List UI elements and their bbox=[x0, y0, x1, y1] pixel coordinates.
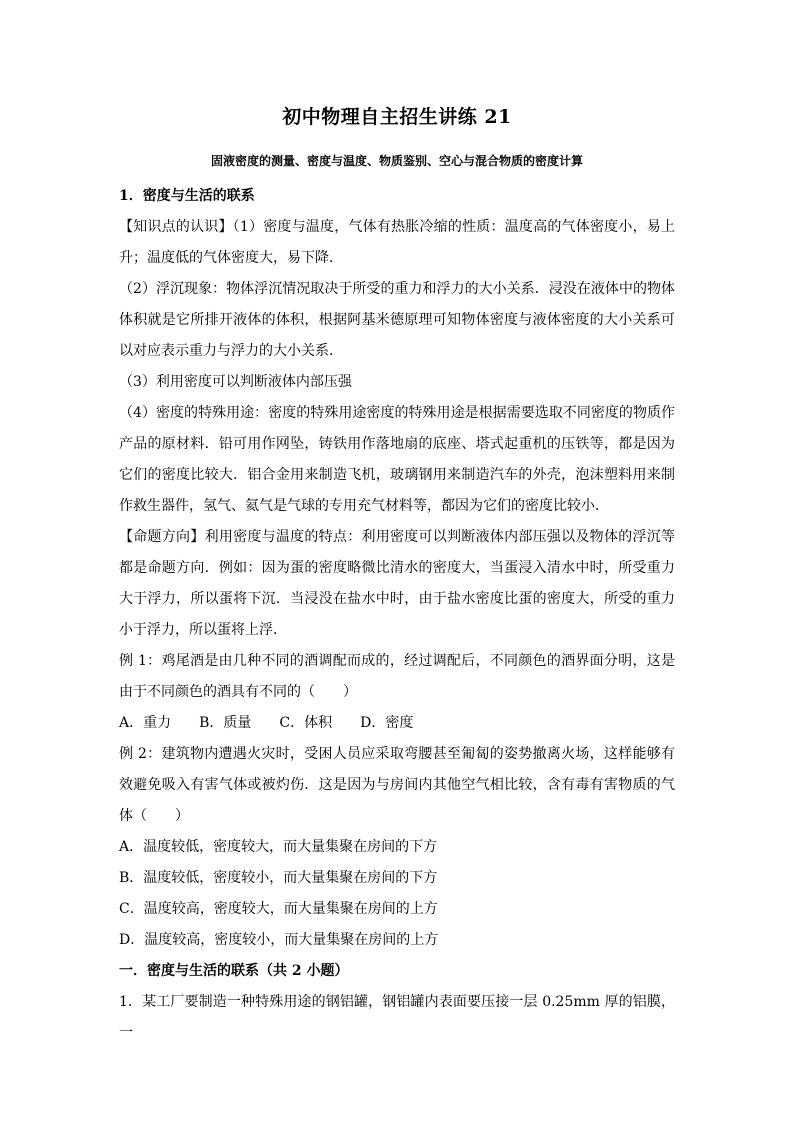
example-1-options bbox=[119, 708, 675, 739]
knowledge-paragraph-2: （2）浮沉现象：物体浮沉情况取决于所受的重力和浮力的大小关系．浸没在液体中的物体体积就是它所排开液体的体积，根据阿基米德原理可知物体密度与液体密度的大小关系可以对应表示重力与浮力的大小关系． bbox=[119, 281, 675, 359]
example-2-option-c: C．温度较高，密度较大，而大量集聚在房间的上方 bbox=[119, 901, 438, 917]
knowledge-paragraph-1: 【知识点的认识】（1）密度与温度，气体有热胀冷缩的性质：温度高的气体密度小，易上升；温度低的气体密度大，易下降． bbox=[119, 219, 675, 266]
section-heading: 1．密度与生活的联系 bbox=[119, 188, 255, 204]
knowledge-paragraph-4: （4）密度的特殊用途：密度的特殊用途密度的特殊用途是根据需要选取不同密度的物质作产品的原材料．铅可用作网坠，铸铁用作落地扇的底座、塔式起重机的压铁等，都是因为它们的密度比较大．铝合金用来制造飞机，玻璃钢用来制造汽车的外壳，泡沫塑料用来制作救生器件，氢气、氦气是气球的专用充气材料等，都因为它们的密度比较小． bbox=[119, 405, 675, 514]
example-1-question: 例 1：鸡尾酒是由几种不同的酒调配而成的，经过调配后，不同颜色的酒界面分明，这是由于不同颜色的酒具有不同的（ ） bbox=[119, 653, 675, 700]
example-1-option-d: D．密度 bbox=[360, 715, 414, 731]
exercise-section-heading: 一．密度与生活的联系（共 2 小题） bbox=[119, 963, 349, 979]
example-2-question: 例 2：建筑物内遭遇火灾时，受困人员应采取弯腰甚至匍匐的姿势撤离火场，这样能够有效避免吸入有害气体或被灼伤．这是因为与房间内其他空气相比较，含有毒有害物质的气体（ ） bbox=[119, 746, 675, 824]
example-1-option-c: C．体积 bbox=[279, 715, 333, 731]
example-1-option-a: A．重力 bbox=[119, 715, 172, 731]
exam-direction-paragraph: 【命题方向】利用密度与温度的特点：利用密度可以判断液体内部压强以及物体的浮沉等都是命题方向．例如：因为蛋的密度略微比清水的密度大，当蛋浸入清水中时，所受重力大于浮力，所以蛋将下沉．当浸没在盐水中时，由于盐水密度比蛋的密度大，所受的重力小于浮力，所以蛋将上浮． bbox=[119, 529, 675, 638]
exercise-question-1: 1．某工厂要制造一种特殊用途的钢铝罐，钢铝罐内表面要压接一层 0.25mm 厚的铝膜，一 bbox=[119, 994, 675, 1041]
knowledge-paragraph-3: （3）利用密度可以判断液体内部压强 bbox=[119, 374, 352, 390]
example-2-option-a: A．温度较低，密度较大，而大量集聚在房间的下方 bbox=[119, 839, 438, 855]
example-2-option-d: D．温度较高，密度较小，而大量集聚在房间的上方 bbox=[119, 932, 439, 948]
document-title: 初中物理自主招生讲练 21 bbox=[282, 106, 512, 128]
example-1-option-b: B．质量 bbox=[199, 715, 252, 731]
document-body bbox=[119, 181, 675, 1049]
example-2-option-b: B．温度较低，密度较小，而大量集聚在房间的下方 bbox=[119, 870, 438, 886]
document-subtitle: 固液密度的测量、密度与温度、物质鉴别、空心与混合物质的密度计算 bbox=[210, 154, 583, 168]
